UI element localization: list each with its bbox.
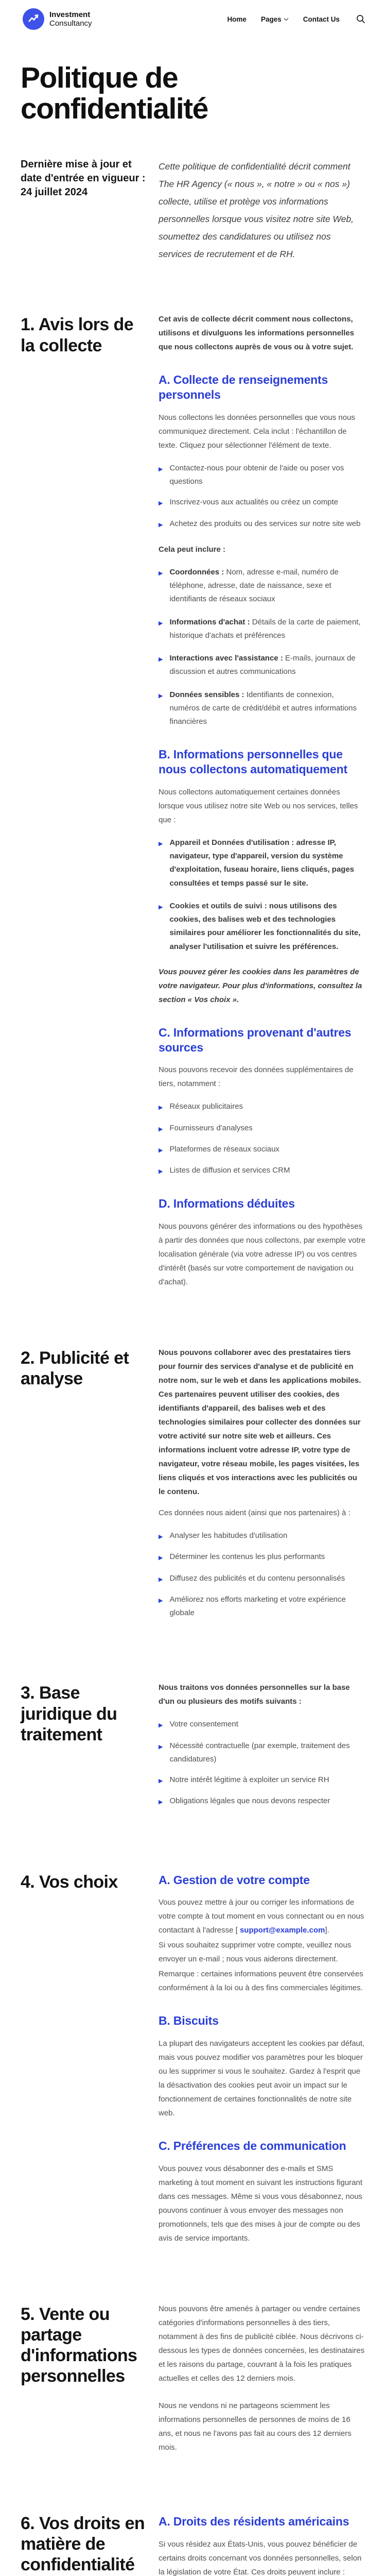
bullet-text: Plateformes de réseaux sociaux [169, 1144, 279, 1154]
bullet-list [159, 462, 365, 531]
bullet-text: Analyser les habitudes d'utilisation [169, 1531, 288, 1540]
triangle-bullet-icon [159, 688, 163, 729]
triangle-bullet-icon [159, 1164, 163, 1178]
nav-home[interactable]: Home [227, 15, 247, 23]
cookies-note: Vous pouvez gérer les cookies dans les paramètres de votre navigateur. Pour plus d'informations, consultez la section « Vos choix ». [159, 967, 362, 1004]
paragraph [159, 1895, 365, 1937]
brand-logo[interactable] [23, 8, 92, 30]
list-item [159, 462, 365, 489]
paragraph: Si vous résidez aux États-Unis, vous pouvez bénéficier de certains droits concernant vos données personnelles, selon la législation de votre État. Ces droits peuvent inclure : [159, 2539, 362, 2576]
search-icon[interactable] [356, 14, 365, 24]
paragraph: Nous collectons automatiquement certaines données lorsque vous utilisez notre site Web ou nos services, telles que : [159, 787, 358, 824]
bullet-text [169, 836, 365, 890]
paragraph: Nous ne vendons ni ne partageons sciemment les informations personnelles de personnes de moins de 16 ans, et nous ne l'avons pas fait au cours des 12 derniers mois. [159, 2401, 352, 2452]
list-item [159, 688, 365, 729]
section-heading: 2. Publicité et analyse [21, 1348, 129, 1389]
chevron-down-icon [284, 18, 289, 21]
bullet-text: Listes de diffusion et services CRM [169, 1166, 290, 1175]
nav-pages-label: Pages [260, 15, 282, 23]
bullet-list [159, 566, 365, 729]
bullet-text: Achetez des produits ou des services sur notre site web [169, 519, 361, 528]
paragraph: Vous pouvez vous désabonner des e-mails et SMS marketing à tout moment en suivant les instructions figurant dans ces messages. Même si vous vous désabonnez, nous pouvons continuer à vous envoyer des messages non promotionnels, tels que des mises à jour de compte ou des avis de service importants. [159, 2164, 363, 2243]
paragraph: Nous traitons vos données personnelles sur la base d'un ou plusieurs des motifs suivants : [159, 1683, 350, 1706]
bullet-lead: Appareil et Données d'utilisation : [169, 838, 294, 847]
list-item [159, 1122, 365, 1136]
paragraph-text: ]. [325, 1926, 329, 1935]
bullet-body: Nom, adresse e-mail, numéro de téléphone, adresse, date de naissance, sexe et identifiants de réseaux sociaux [169, 567, 339, 604]
section-heading: 6. Vos droits en matière de confidentialité [21, 2513, 145, 2575]
section-content [159, 1870, 365, 2252]
bullet-text: Inscrivez-vous aux actualités ou créez un compte [169, 498, 339, 507]
bullet-text [169, 652, 365, 679]
triangle-bullet-icon [159, 1794, 163, 1808]
triangle-bullet-icon [159, 1100, 163, 1114]
bullet-text: Contactez-nous pour obtenir de l'aide ou poser vos questions [169, 463, 344, 486]
brand-line2: Consultancy [49, 19, 92, 28]
bullet-text: Réseaux publicitaires [169, 1102, 243, 1111]
list-item [159, 496, 365, 510]
bullet-body: adresse IP, navigateur, type d'appareil, version du système d'exploitation, fuseau horaire, liens cliqués, pages consultées et temps passé sur le site. [169, 838, 355, 888]
last-updated [21, 158, 149, 263]
paragraph: Cet avis de collecte décrit comment nous collectons, utilisons et divulguons les informations personnelles que nous collectons auprès de vous ou à votre sujet. [159, 315, 355, 352]
bullet-text: Améliorez nos efforts marketing et votre expérience globale [169, 1595, 346, 1618]
list-item [159, 566, 365, 606]
paragraph: Ces données nous aident (ainsi que nos partenaires) à : [159, 1509, 350, 1518]
list-item [159, 1529, 365, 1543]
bullet-text [169, 616, 365, 643]
list-item [159, 836, 365, 890]
brand-name [49, 10, 92, 28]
bullet-list [159, 1100, 365, 1178]
bullet-text [169, 900, 365, 954]
subsection-title: D. Informations déduites [159, 1197, 295, 1211]
intro-row [0, 158, 386, 263]
section-base-juridique [0, 1681, 386, 1820]
last-updated-label: Dernière mise à jour et date d'entrée en vigueur : [21, 158, 146, 184]
support-email-link[interactable]: support@example.com [239, 1926, 325, 1935]
list-item [159, 1143, 365, 1157]
bullet-text: Obligations légales que nous devons respecter [169, 1797, 330, 1806]
bullet-lead: Données sensibles : [169, 690, 244, 699]
section-vos-choix [0, 1870, 386, 2252]
bullet-list [159, 836, 365, 954]
list-item [159, 616, 365, 643]
triangle-bullet-icon [159, 496, 163, 510]
list-item [159, 1718, 365, 1732]
paragraph: Cela peut inclure : [159, 545, 226, 554]
bullet-text: Votre consentement [169, 1720, 238, 1729]
section-publicite-analyse [0, 1346, 386, 1631]
bullet-text: Déterminer les contenus les plus performants [169, 1552, 325, 1562]
section-heading: 4. Vos choix [21, 1872, 118, 1892]
triangle-bullet-icon [159, 1529, 163, 1543]
list-item [159, 1572, 365, 1586]
list-item [159, 652, 365, 679]
triangle-bullet-icon [159, 1739, 163, 1767]
triangle-bullet-icon [159, 1593, 163, 1620]
intro-description: Cette politique de confidentialité décrit comment The HR Agency (« nous », « notre » ou « nos ») collecte, utilise et protège vos informations personnelles lorsque vous visitez notre site Web, soumettez des candidatures ou utilisez nos services de recrutement et de RH. [159, 161, 354, 260]
section-content [159, 2302, 365, 2462]
bullet-body: Identifiants de connexion, numéros de carte de crédit/débit et autres informations financières [169, 690, 357, 726]
list-item [159, 1593, 365, 1620]
section-droits-confidentialite [0, 2511, 386, 2576]
triangle-bullet-icon [159, 517, 163, 531]
triangle-bullet-icon [159, 836, 163, 890]
paragraph: Si vous souhaitez supprimer votre compte, veuillez nous envoyer un e-mail ; nous vous aiderons directement. [159, 1941, 352, 1964]
triangle-bullet-icon [159, 462, 163, 489]
trend-arrow-logo-icon [23, 8, 44, 30]
triangle-bullet-icon [159, 652, 163, 679]
main-nav [227, 14, 365, 24]
last-updated-date: 24 juillet 2024 [21, 186, 88, 198]
section-heading: 3. Base juridique du traitement [21, 1683, 117, 1744]
paragraph: Nous pouvons générer des informations ou des hypothèses à partir des données que nous collectons, par exemple votre localisation générale (via votre adresse IP) ou vos centres d'intérêt (basés sur votre comportement de navigation ou d'achat). [159, 1222, 365, 1287]
section-content [159, 2511, 365, 2576]
triangle-bullet-icon [159, 1122, 163, 1136]
nav-contact-us[interactable]: Contact Us [303, 15, 340, 23]
triangle-bullet-icon [159, 900, 163, 954]
subsection-title: A. Gestion de votre compte [159, 1873, 310, 1887]
list-item [159, 1550, 365, 1564]
nav-pages[interactable] [261, 15, 289, 23]
subsection-title: B. Biscuits [159, 2014, 219, 2028]
triangle-bullet-icon [159, 1773, 163, 1787]
paragraph: Nous collectons les données personnelles que vous nous communiquez directement. Cela inclut : l'échantillon de texte. Cliquez pour sélectionner l'élément de texte. [159, 413, 355, 450]
paragraph: La plupart des navigateurs acceptent les cookies par défaut, mais vous pouvez modifier vos paramètres pour les bloquer ou les supprimer si vous le souhaitez. Gardez à l'esprit que la désactivation des cookies peut avoir un impact sur le fonctionnement de certaines fonctionnalités de notre site web. [159, 2039, 365, 2118]
paragraph-text: Vous pouvez mettre à jour ou corriger les informations de votre compte à tout moment en vous connectant ou en nous contactant à l'adresse [ [159, 1898, 364, 1935]
list-item [159, 1164, 365, 1178]
section-avis-collecte [0, 312, 386, 1296]
bullet-list [159, 1529, 365, 1620]
list-item [159, 1794, 365, 1808]
subsection-title: C. Préférences de communication [159, 2139, 346, 2153]
page-title: Politique de confidentialité [21, 61, 208, 125]
subsection-title: A. Collecte de renseignements personnels [159, 373, 328, 402]
triangle-bullet-icon [159, 566, 163, 606]
bullet-text [169, 688, 365, 729]
section-heading: 5. Vente ou partage d'informations personnelles [21, 2304, 137, 2386]
section-content [159, 1346, 365, 1631]
bullet-body: E-mails, journaux de discussion et autres communications [169, 654, 356, 676]
list-item [159, 1739, 365, 1767]
paragraph: Nous pouvons être amenés à partager ou vendre certaines catégories d'informations personnelles à des tiers, notamment à des fins de publicité ciblée. Nous décrivons ci-dessous les types de données concernées, les destinataires et les raisons du partage, couvrant à la fois les pratiques actuelles et celles des 12 derniers mois. [159, 2304, 365, 2383]
bullet-lead: Coordonnées : [169, 567, 224, 577]
section-heading: 1. Avis lors de la collecte [21, 315, 134, 355]
list-item [159, 517, 365, 531]
subsection-title: B. Informations personnelles que nous collectons automatiquement [159, 748, 347, 776]
list-item [159, 1100, 365, 1114]
bullet-lead: Cookies et outils de suivi : [169, 901, 267, 910]
section-content [159, 1681, 365, 1820]
paragraph: Nous pouvons collaborer avec des prestataires tiers pour fournir des services d'analyse et de publicité en notre nom, sur le web et dans les applications mobiles. Ces partenaires peuvent utiliser des cookies, des identifiants d'appareil, des balises web et des technologies similaires pour collecter des données sur votre activité sur notre site web et ailleurs. Ces informations incluent votre adresse IP, votre type de navigateur, votre réseau mobile, les pages visitées, les liens cliqués et vos interactions avec les publicités ou le contenu. [159, 1348, 361, 1497]
triangle-bullet-icon [159, 1550, 163, 1564]
brand-line1: Investment [49, 10, 91, 19]
subsection-title: C. Informations provenant d'autres sources [159, 1025, 352, 1054]
site-header [0, 0, 386, 36]
triangle-bullet-icon [159, 1572, 163, 1586]
section-vente-partage [0, 2302, 386, 2462]
paragraph: Remarque : certaines informations peuvent être conservées conformément à la loi ou à des fins commerciales légitimes. [159, 1970, 363, 1993]
list-item [159, 900, 365, 954]
triangle-bullet-icon [159, 1143, 163, 1157]
bullet-text: Diffusez des publicités et du contenu personnalisés [169, 1573, 345, 1583]
bullet-text [169, 566, 365, 606]
bullet-body: Détails de la carte de paiement, historique d'achats et préférences [169, 617, 361, 640]
bullet-lead: Informations d'achat : [169, 617, 250, 626]
section-content [159, 312, 365, 1296]
paragraph: Nous pouvons recevoir des données supplémentaires de tiers, notamment : [159, 1065, 354, 1089]
bullet-lead: Interactions avec l'assistance : [169, 654, 283, 663]
bullet-list [159, 1718, 365, 1808]
triangle-bullet-icon [159, 616, 163, 643]
triangle-bullet-icon [159, 1718, 163, 1732]
bullet-text: Fournisseurs d'analyses [169, 1123, 253, 1132]
bullet-text: Notre intérêt légitime à exploiter un service RH [169, 1775, 329, 1785]
bullet-body: nous utilisons des cookies, des balises web et des technologies similaires pour améliorer les fonctionnalités du site, analyser l'utilisation et suivre les préférences. [169, 901, 361, 951]
bullet-text: Nécessité contractuelle (par exemple, traitement des candidatures) [169, 1741, 350, 1764]
list-item [159, 1773, 365, 1787]
subsection-title: A. Droits des résidents américains [159, 2514, 349, 2528]
